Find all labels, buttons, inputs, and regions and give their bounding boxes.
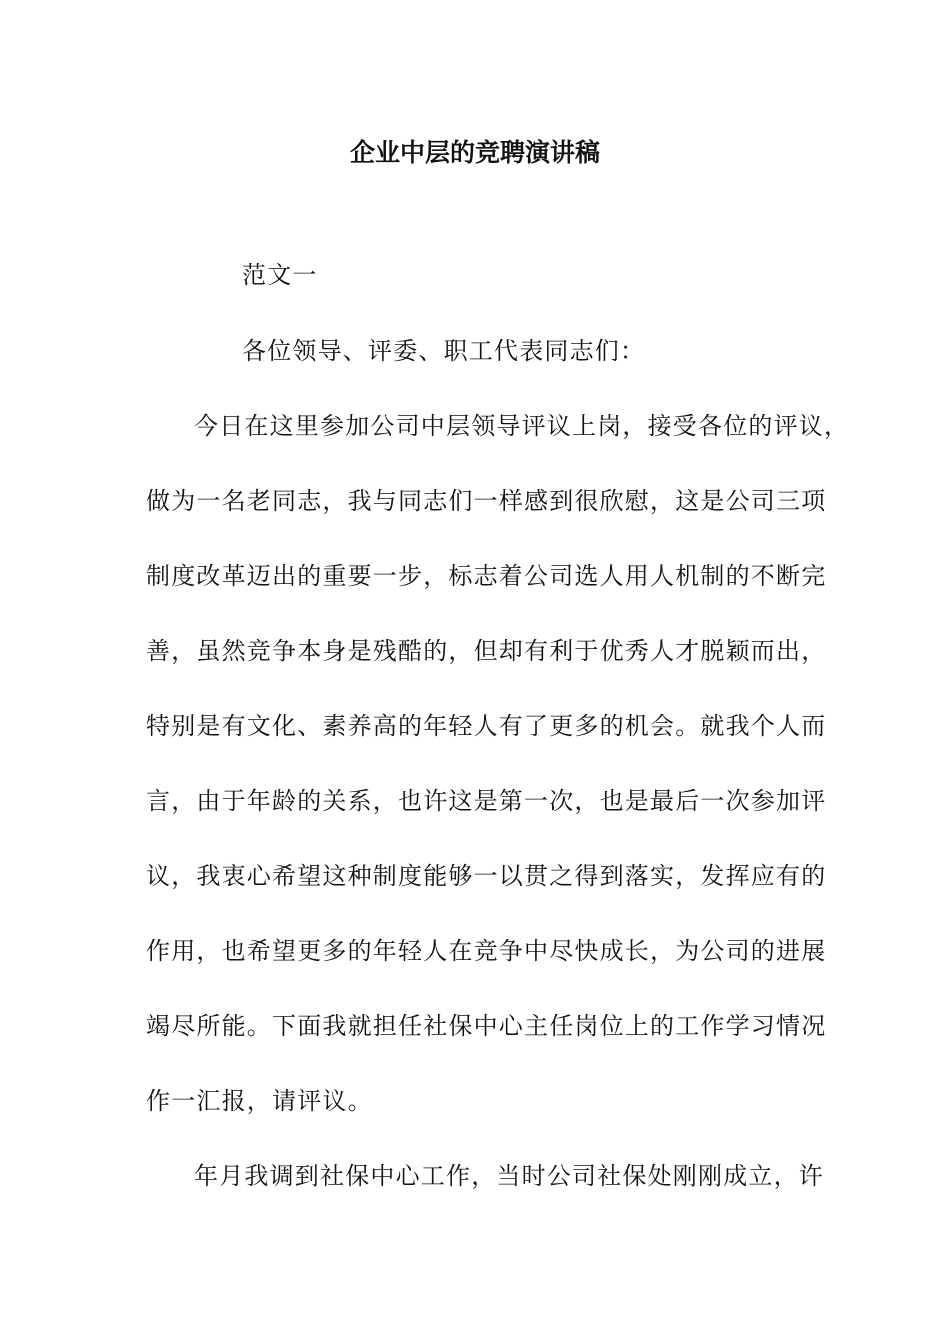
text-line-2: 各位领导、评委、职工代表同志们：	[242, 337, 646, 365]
text-line-6: 善，虽然竞争本身是残酷的，但却有利于优秀人才脱颖而出，	[146, 637, 827, 665]
text-line-5: 制度改革迈出的重要一步，标志着公司选人用人机制的不断完	[146, 562, 827, 590]
text-line-13: 年月我调到社保中心工作，当时公司社保处刚刚成立，许	[194, 1162, 824, 1190]
text-line-12: 作一汇报，请评议。	[146, 1087, 373, 1115]
document-title: 企业中层的竞聘演讲稿	[349, 138, 600, 167]
text-line-3: 今日在这里参加公司中层领导评议上岗，接受各位的评议，	[194, 412, 850, 440]
text-line-7: 特别是有文化、素养高的年轻人有了更多的机会。就我个人而	[146, 712, 827, 740]
text-line-4: 做为一名老同志，我与同志们一样感到很欣慰，这是公司三项	[146, 487, 827, 515]
text-line-10: 作用，也希望更多的年轻人在竞争中尽快成长，为公司的进展	[146, 937, 827, 965]
text-line-11: 竭尽所能。下面我就担任社保中心主任岗位上的工作学习情况	[146, 1012, 827, 1040]
text-line-1: 范文一	[242, 261, 318, 289]
text-line-9: 议，我衷心希望这种制度能够一以贯之得到落实，发挥应有的	[146, 862, 827, 890]
text-line-8: 言，由于年龄的关系，也许这是第一次，也是最后一次参加评	[146, 787, 827, 815]
